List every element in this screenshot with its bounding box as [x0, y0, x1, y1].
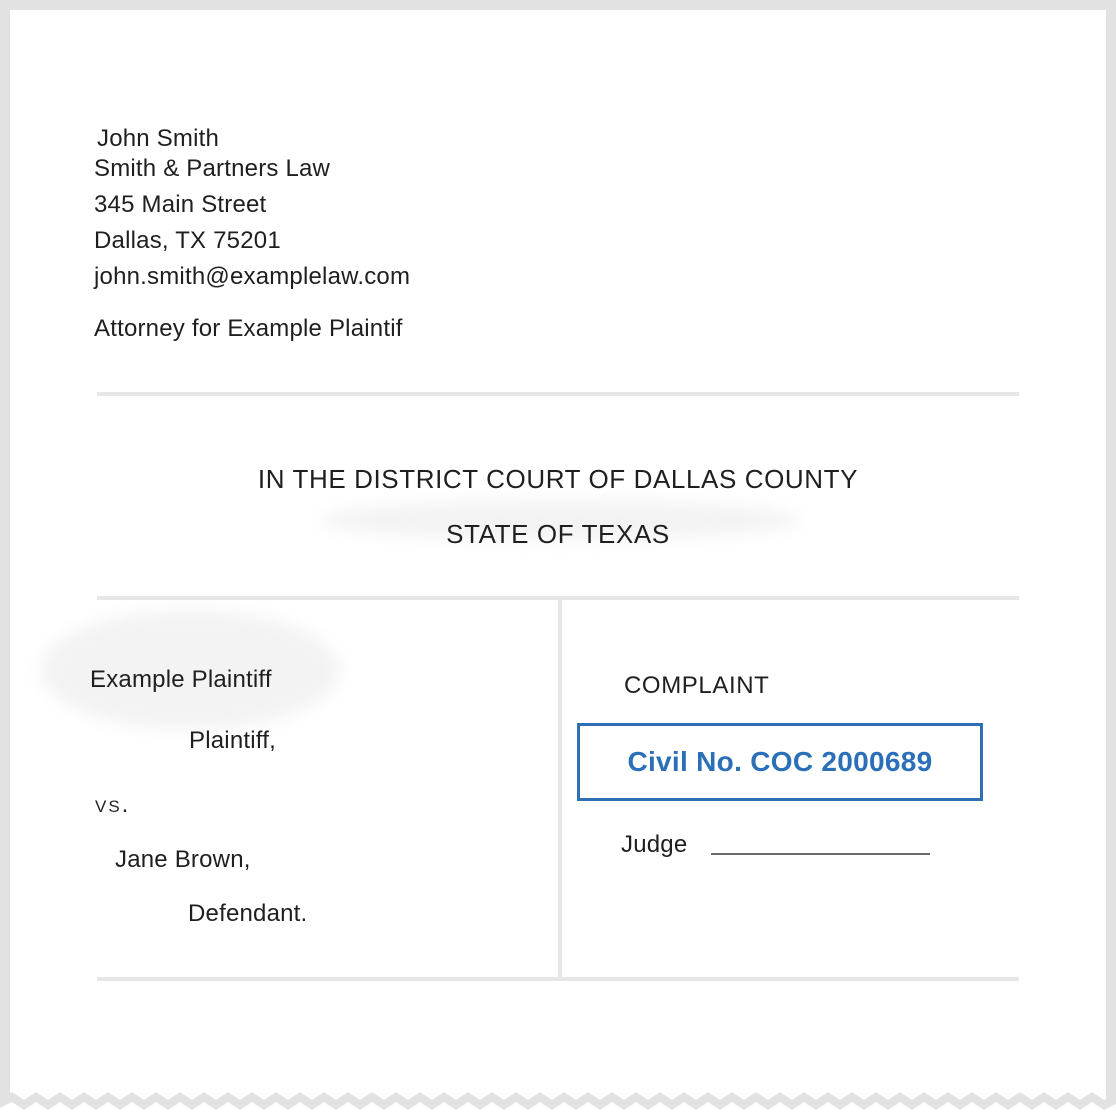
header-divider [97, 392, 1019, 396]
defendant-role: Defendant. [188, 900, 308, 927]
caption-center-divider [558, 600, 562, 978]
attorney-street: 345 Main Street [94, 191, 267, 218]
attorney-firm: Smith & Partners Law [94, 155, 331, 182]
attorney-name: John Smith [97, 125, 220, 152]
case-number: Civil No. COC 2000689 [627, 746, 933, 777]
judge-signature-line [711, 853, 930, 855]
case-number-box [577, 723, 983, 801]
plaintiff-name: Example Plaintiff [90, 666, 272, 693]
document-type: COMPLAINT [624, 672, 770, 699]
versus-label: vs. [95, 791, 131, 818]
attorney-city-state-zip: Dallas, TX 75201 [94, 227, 281, 254]
court-state: STATE OF TEXAS [446, 519, 670, 549]
caption-bottom-rule [97, 977, 1019, 981]
defendant-name: Jane Brown, [115, 846, 251, 873]
attorney-representation: Attorney for Example Plaintif [94, 315, 403, 342]
torn-paper-edge [0, 1088, 1116, 1116]
court-name: IN THE DISTRICT COURT OF DALLAS COUNTY [257, 464, 859, 494]
judge-label: Judge [621, 831, 688, 858]
attorney-email: john.smith@examplelaw.com [94, 263, 411, 290]
plaintiff-role: Plaintiff, [189, 727, 276, 754]
